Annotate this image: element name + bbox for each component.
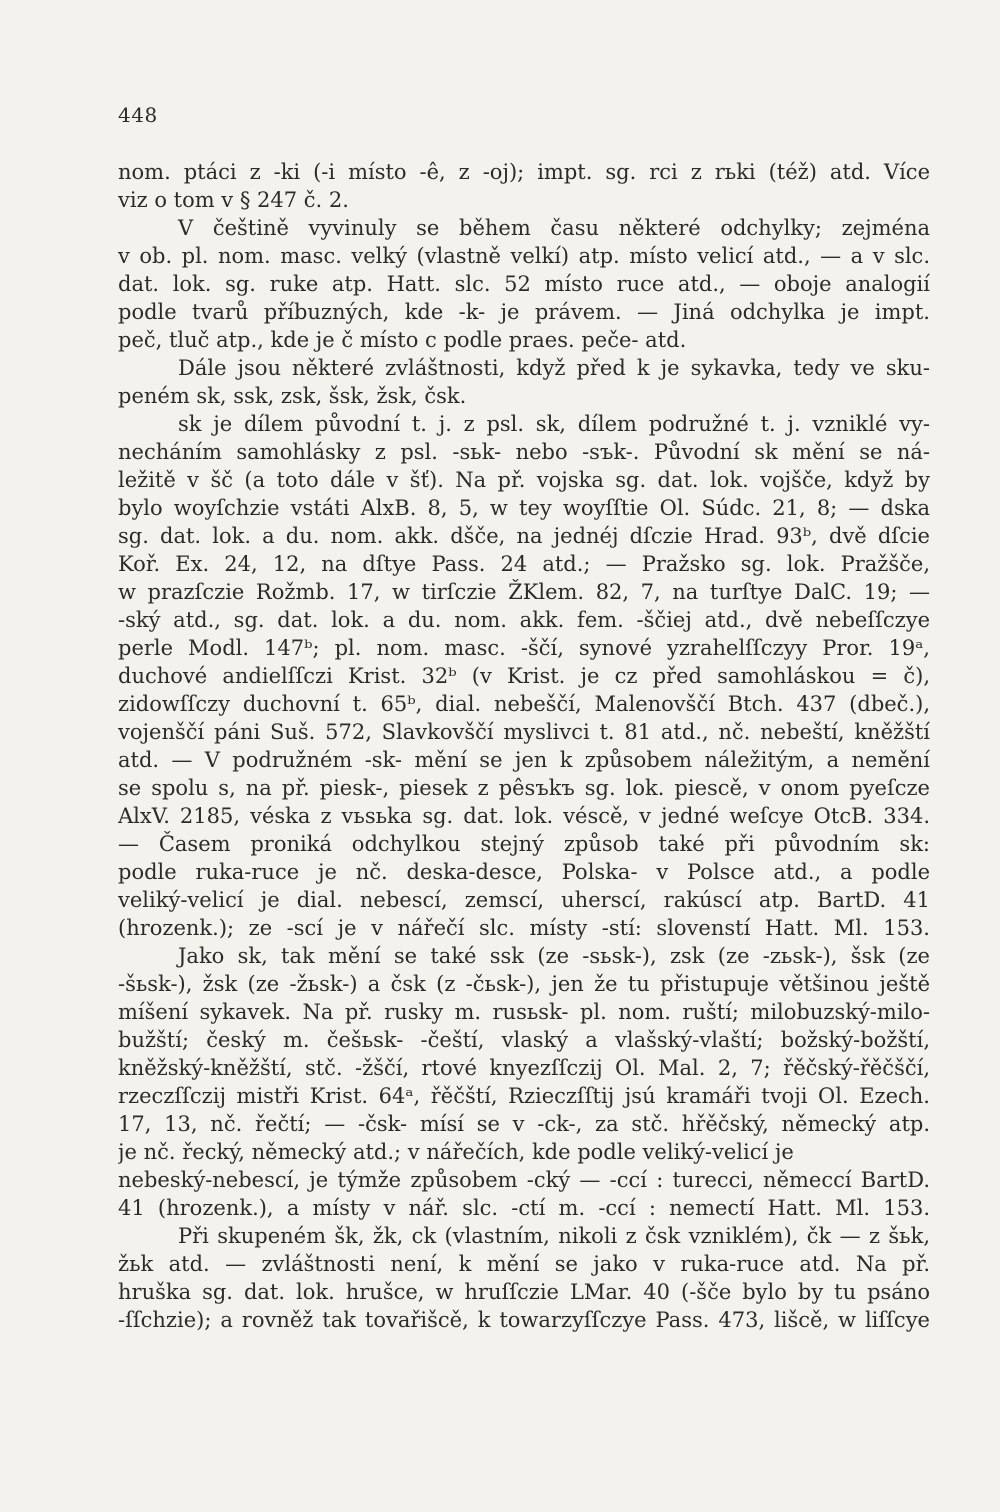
text-line: sk je dílem původní t. j. z psl. sk, dílem podružné t. j. vzniklé vy- [178,412,930,436]
text-line: sg. dat. lok. a du. nom. akk. dšče, na jednéj dſczie Hrad. 93ᵇ, dvě dſcie [118,524,930,548]
text-line: V češtině vyvinuly se během času některé odchylky; zejména [178,216,930,240]
text-line: hruška sg. dat. lok. hrušce, w hruſſczie LMar. 40 (-šče bylo by tu psáno [118,1280,930,1304]
text-line: bužští; český m. češьsk- -čeští, vlaský a vlašský-vlaští; božský-božští, [118,1028,930,1052]
text-line: Jako sk, tak mění se také ssk (ze -sьsk-), zsk (ze -zьsk-), šsk (ze [178,944,930,968]
text-line: AlxV. 2185, véska z vьsьka sg. dat. lok. véscě, v jedné weſcye OtcB. 334. [118,804,930,828]
text-line: w prazſczie Rožmb. 17, w tirſczie ŽKlem. 82, 7, na turſtye DalC. 19; — [118,580,930,604]
text-line: nom. ptáci z -ki (-i místo -ê, z -oj); impt. sg. rci z rьki (též) atd. Více [118,160,930,184]
text-line: viz o tom v § 247 č. 2. [118,188,349,212]
text-line: -ſſchzie); a rovněž tak tovařišcě, k towarzyſſczye Pass. 473, lišcě, w liſſcye [118,1308,930,1332]
text-line: Koř. Ex. 24, 12, na dſtye Pass. 24 atd.; — Pražsko sg. lok. Pražšče, [118,552,930,576]
text-line: míšení sykavek. Na př. rusky m. rusьsk- pl. nom. ruští; milobuzský-milo- [118,1000,930,1024]
text-line: se spolu s, na př. piesk-, piesek z pêsъkъ sg. lok. piescě, v onom pyeſcze [118,776,930,800]
text-line: bylo woyſchzie vstáti AlxB. 8, 5, w tey woyſſtie Ol. Súdc. 21, 8; — dska [118,496,930,520]
text-line: podle tvarů příbuzných, kde -k- je právem. — Jiná odchylka je impt. [118,300,930,324]
text-line: Dále jsou některé zvláštnosti, když před k je sykavka, tedy ve sku- [178,356,930,380]
text-line: v ob. pl. nom. masc. velký (vlastně velkí) atp. místo velicí atd., — a v slc. [118,244,930,268]
text-line: je nč. řecký, německý atd.; v nářečích, kde podle veliký-velicí je [118,1140,794,1164]
text-line: — Časem proniká odchylkou stejný způsob také při původním sk: [118,832,930,856]
text-line: zidowſſczy duchovní t. 65ᵇ, dial. nebeščí, Malenovščí Btch. 437 (dbeč.), [118,692,930,716]
text-line: -ský atd., sg. dat. lok. a du. nom. akk. fem. -ščiej atd., dvě nebeſſczye [118,608,930,632]
text-line: peč, tluč atp., kde je č místo c podle praes. peče- atd. [118,328,687,352]
text-line: necháním samohlásky z psl. -sьk- nebo -sъk-. Původní sk mění se ná- [118,440,930,464]
text-line: atd. — V podružném -sk- mění se jen k způsobem náležitým, a nemění [118,748,930,772]
text-line: peném sk, ssk, zsk, šsk, žsk, čsk. [118,384,467,408]
text-line: -šьsk-), žsk (ze -žьsk-) a čsk (z -čьsk-), jen že tu přistupuje většinou ještě [118,972,930,996]
text-line: Při skupeném šk, žk, ck (vlastním, nikoli z čsk vzniklém), čk — z šьk, [178,1224,930,1248]
text-line: kněžský-kněžští, stč. -žščí, rtové knyezſſczij Ol. Mal. 2, 7; řěčský-řěčščí, [118,1056,930,1080]
text-line: duchové andielſſczi Krist. 32ᵇ (v Krist. je cz před samohláskou = č), [118,664,930,688]
text-line: vojenščí páni Suš. 572, Slavkovščí myslivci t. 81 atd., nč. nebeští, kněžští [118,720,930,744]
body-text [118,158,930,1334]
text-line: veliký-velicí je dial. nebescí, zemscí, uherscí, rakúscí atp. BartD. 41 [118,888,930,912]
text-line: 17, 13, nč. řečtí; — -čsk- mísí se v -ck-, za stč. hřěčský, německý atp. [118,1112,930,1136]
text-line: perle Modl. 147ᵇ; pl. nom. masc. -ščí, synové yzrahelſſczyy Pror. 19ᵃ, [118,636,930,660]
text-line: žьk atd. — zvláštnosti není, k mění se jako v ruka-ruce atd. Na př. [118,1252,930,1276]
text-line: (hrozenk.); ze -scí je v nářečí slc. místy -stí: slovenstí Hatt. Ml. 153. [118,916,930,940]
text-line: ležitě v šč (a toto dále v šť). Na př. vojska sg. dat. lok. vojšče, když by [118,468,930,492]
text-line: rzeczſſczij mistři Krist. 64ᵃ, řěčští, Rzieczſſtij jsú kramáři tvoji Ol. Ezech. [118,1084,930,1108]
page-number: 448 [118,103,158,127]
text-line: podle ruka-ruce je nč. deska-desce, Polska- v Polsce atd., a podle [118,860,930,884]
text-line: dat. lok. sg. ruke atp. Hatt. slc. 52 místo ruce atd., — oboje analogií [118,272,930,296]
text-line: nebeský-nebescí, je týmže způsobem -cký — -ccí : turecci, němeccí BartD. [118,1168,930,1192]
text-line: 41 (hrozenk.), a místy v nář. slc. -ctí m. -ccí : nemectí Hatt. Ml. 153. [118,1196,930,1220]
